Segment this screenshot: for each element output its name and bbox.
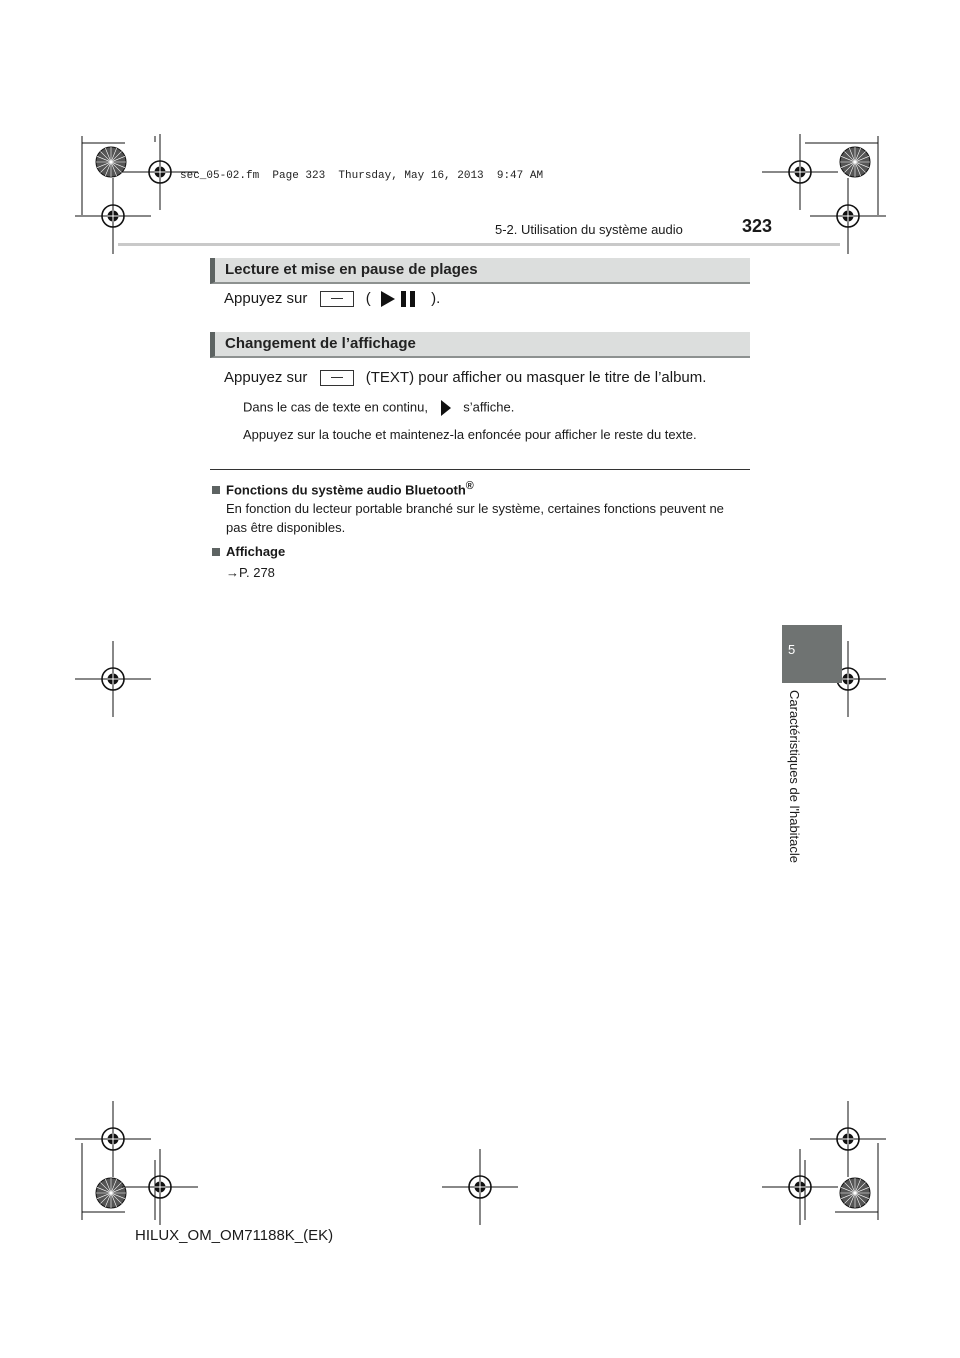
instruction-paren-close: ). (431, 290, 441, 307)
note-heading-display (212, 544, 285, 559)
note-heading-bluetooth (212, 480, 474, 497)
bullet-square-icon (212, 548, 220, 556)
chapter-section-label: 5-2. Utilisation du système audio (495, 222, 683, 237)
playback-instruction (224, 290, 440, 308)
note-heading-text: Affichage (226, 544, 286, 559)
section-header-playback (210, 258, 750, 284)
registered-mark: ® (465, 480, 474, 492)
display-instruction (224, 369, 706, 386)
bluetooth-note-line1: En fonction du lecteur portable branché sur le système, certaines fonctions peuvent ne (226, 501, 724, 516)
bluetooth-note-line2: pas être disponibles. (226, 520, 346, 535)
hold-note: Appuyez sur la touche et maintenez-la enfoncée pour afficher le reste du texte. (243, 427, 697, 442)
instruction-prefix: Appuyez sur (224, 290, 308, 307)
section-title: Changement de l’affichage (225, 335, 416, 352)
preset-button-icon (320, 291, 354, 307)
preset-button-icon (320, 370, 354, 386)
bullet-square-icon (212, 486, 220, 494)
section-title: Lecture et mise en pause de plages (225, 261, 478, 278)
play-pause-icon (379, 290, 423, 308)
instruction-paren-open: ( (365, 290, 371, 307)
page-number: 323 (742, 216, 773, 236)
note-prefix: Dans le cas de texte en continu, (243, 399, 429, 415)
note-suffix: s’affiche. (463, 399, 515, 415)
section-divider (210, 469, 750, 470)
footer-doc-code: HILUX_OM_OM71188K_(EK) (135, 1227, 334, 1244)
scroll-note (243, 399, 514, 417)
note-heading-text: Fonctions du système audio Bluetooth (226, 482, 466, 498)
instruction-suffix: (TEXT) pour afficher ou masquer le titre de l’album. (365, 369, 707, 386)
section-header-display (210, 332, 750, 358)
scroll-arrow-icon (438, 399, 454, 417)
print-stamp: sec_05-02.fm Page 323 Thursday, May 16, 2013 9:47 AM (180, 170, 544, 182)
chapter-tab-label: Caractéristiques de l'habitacle (787, 690, 802, 864)
header-rule (118, 243, 840, 246)
instruction-prefix: Appuyez sur (224, 369, 308, 386)
chapter-tab-number: 5 (788, 642, 796, 657)
page-reference-link[interactable]: →P. 278 (226, 565, 275, 580)
